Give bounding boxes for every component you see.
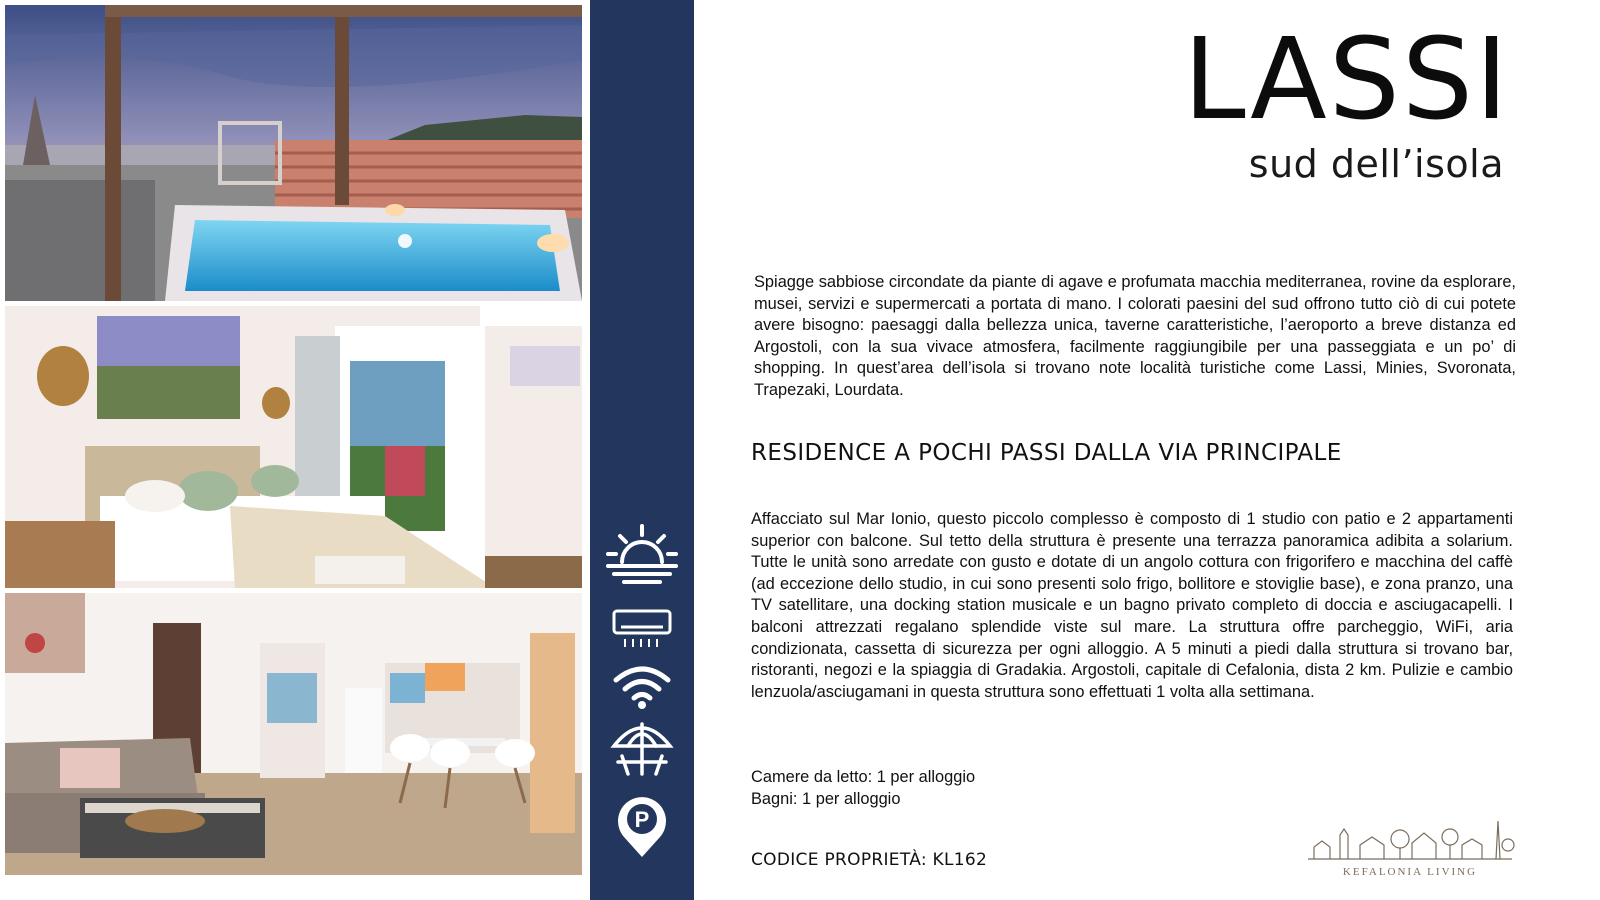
property-facts [751, 766, 975, 810]
parking-icon [590, 793, 694, 859]
photo-bedroom [5, 306, 582, 588]
bathrooms-fact: Bagni: 1 per alloggio [751, 790, 901, 808]
photo-living-room [5, 593, 582, 875]
page-subtitle: sud dell’isola [1248, 142, 1504, 186]
bedrooms-fact: Camere da letto: 1 per alloggio [751, 768, 976, 786]
logo-text: KEFALONIA LIVING [1342, 866, 1478, 878]
amenities-band [590, 0, 694, 900]
kefalonia-living-logo [1300, 815, 1520, 885]
property-code: CODICE PROPRIETÀ: KL162 [751, 850, 988, 870]
wifi-icon [590, 664, 694, 710]
intro-paragraph: Spiagge sabbiose circondate da piante di agave e profumata macchia mediterranea, rovine da esplorare, musei, servizi e supermercati a portata di mano. I colorati paesini del sud offrono tutto ciò di cui potete avere bisogno: paesaggi dalla bellezza unica, taverne caratteristiche, l’aeroporto a breve distanza ed Argostoli, con la sua vivace atmosfera, facilmente raggiungibile per una passeggiata e un po’ di shopping. In quest’area dell’isola si trovano note località turistiche come Lassi, Minies, Svoronata, Trapezaki, Lourdata. [754, 273, 1516, 399]
logo-skyline-icon [1300, 815, 1520, 865]
sun-icon [590, 522, 694, 586]
svg-text:P: P [634, 807, 650, 832]
page-title: LASSI [1183, 15, 1510, 145]
photo-rooftop-pool [5, 5, 582, 301]
air-conditioner-icon [590, 608, 694, 652]
beach-umbrella-icon [590, 716, 694, 778]
description-paragraph: Affacciato sul Mar Ionio, questo piccolo complesso è composto di 1 studio con patio e 2 appartamenti superior con balcone. Sul tetto della struttura è presente una terrazza panoramica adibita a solarium. Tutte le unità sono arredate con gusto e dotate di un angolo cottura con frigorifero e macchina del caffè (ad eccezione dello studio, in cui sono presenti solo frigo, bollitore e stoviglie base), e zona pranzo, una TV satellitare, una docking station musicale e un bagno privato completo di doccia e asciugacapelli. I balconi attrezzati regalano splendide viste sul mare. La struttura offre parcheggio, WiFi, aria condizionata, cassetta di sicurezza per ogni alloggio. A 5 minuti a piedi dalla struttura si trovano bar, ristoranti, negozi e la spiaggia di Gradakia. Argostoli, capitale di Cefalonia, dista 2 km. Pulizie e cambio lenzuola/asciugamani in questa struttura sono effettuati 1 volta alla settimana. [751, 510, 1513, 701]
section-heading: RESIDENCE A POCHI PASSI DALLA VIA PRINCIPALE [751, 440, 1342, 466]
